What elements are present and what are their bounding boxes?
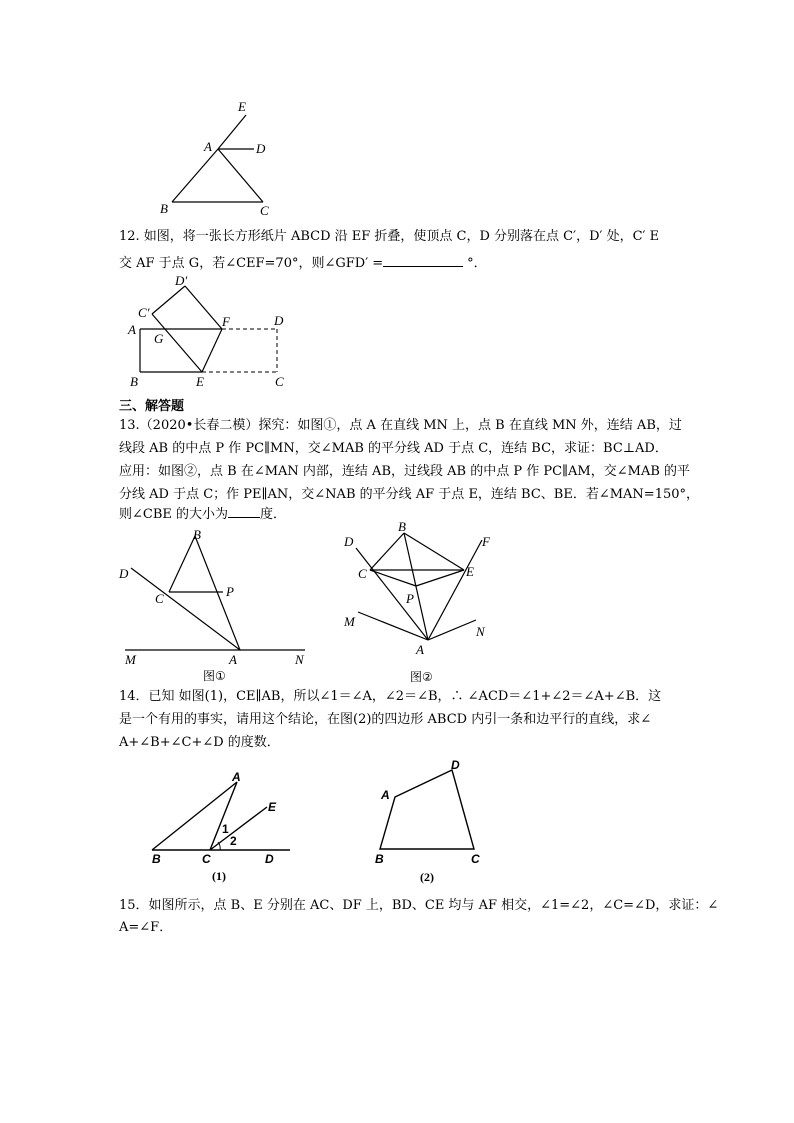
label-Cprime: C′ xyxy=(138,305,150,320)
q14-line2: 是一个有用的事实，请用这个结论，在图(2)的四边形 ABCD 内引一条和边平行的直线，求∠ xyxy=(119,712,652,727)
label-B: B xyxy=(152,852,161,866)
q13-line1: 13.（2020•长春二模）探究：如图①，点 A 在直线 MN 上，点 B 在直线 MN 外，连结 AB，过 xyxy=(119,418,682,433)
section-heading: 三、解答题 xyxy=(119,399,185,414)
line-BC xyxy=(370,533,404,570)
caption-fig1: 图① xyxy=(203,669,226,683)
q15-line1: 15．如图所示，点 B、E 分别在 AC、DF 上，BD、CE 均与 AF 相交，∠1=∠2，∠C=∠D，求证：∠ xyxy=(119,898,719,913)
label-P: P xyxy=(406,591,414,606)
label-A: A xyxy=(204,139,212,154)
line-CP xyxy=(370,570,416,586)
label-A: A xyxy=(128,322,136,337)
label-D: D xyxy=(119,566,129,581)
line-AE xyxy=(218,115,246,149)
label-M: M xyxy=(344,614,355,629)
figure-q13-1 xyxy=(115,522,325,687)
line-BC xyxy=(169,536,195,592)
label-B: B xyxy=(130,374,138,389)
label-Dprime: D′ xyxy=(175,273,188,288)
label-B: B xyxy=(193,527,201,542)
label-D: D xyxy=(344,534,354,549)
label-A: A xyxy=(229,652,237,667)
line-PE xyxy=(416,570,464,586)
label-F: F xyxy=(222,314,230,329)
q15-line2: A=∠F． xyxy=(119,920,173,935)
label-B: B xyxy=(160,201,168,216)
label-P: P xyxy=(226,584,234,599)
quadrilateral-ABCD xyxy=(380,770,474,849)
label-C: C xyxy=(275,374,284,389)
q13-line5-post: 度． xyxy=(260,507,287,522)
answer-blank-q13[interactable] xyxy=(228,503,260,518)
label-D: D xyxy=(256,141,266,156)
label-angle-2: 2 xyxy=(230,834,237,848)
line-AB xyxy=(172,149,218,202)
label-A: A xyxy=(416,642,424,657)
line-AN xyxy=(428,620,476,640)
label-A: A xyxy=(232,770,241,784)
line-CprimeDprime xyxy=(152,286,185,314)
q12-line2-pre: 交 AF 于点 G，若∠CEF=70°，则∠GFD′ = xyxy=(119,256,384,271)
label-E: E xyxy=(268,800,277,814)
label-D: D xyxy=(274,313,284,328)
caption-fig2: 图② xyxy=(410,670,433,684)
fold-EF xyxy=(202,329,222,372)
caption-fig1: (1) xyxy=(212,869,226,883)
label-N: N xyxy=(295,652,304,667)
label-E: E xyxy=(238,99,246,114)
q12-line2-post: °． xyxy=(467,256,487,271)
figure-q12 xyxy=(120,272,300,397)
q13-line2: 线段 AB 的中点 P 作 PC∥MN，交∠MAB 的平分线 AD 于点 C，连结 BC，求证：BC⊥AD． xyxy=(119,441,668,456)
label-angle-1: 1 xyxy=(222,822,229,836)
label-C: C xyxy=(358,566,367,581)
figure-q11 xyxy=(150,95,290,225)
q12-line1: 12. 如图，将一张长方形纸片 ABCD 沿 EF 折叠，使顶点 C，D 分别落在点 C′，D′ 处，C′ E xyxy=(119,229,660,244)
label-B: B xyxy=(375,852,384,866)
line-AF xyxy=(428,540,482,640)
label-C: C xyxy=(260,203,269,218)
q12-line2 xyxy=(119,252,487,274)
q14-line3: A+∠B+∠C+∠D 的度数． xyxy=(119,735,280,750)
label-N: N xyxy=(476,624,485,639)
label-F: F xyxy=(482,534,490,549)
q14-line1: 14．已知 如图(1)，CE∥AB，所以∠1＝∠A，∠2＝∠B，∴ ∠ACD＝∠1+∠2＝∠A+∠B．这 xyxy=(119,689,662,704)
label-E: E xyxy=(196,374,204,389)
label-M: M xyxy=(125,652,136,667)
label-D: D xyxy=(451,758,460,772)
line-AC xyxy=(218,149,263,202)
figure-q13-2 xyxy=(330,518,510,688)
label-C: C xyxy=(202,852,211,866)
label-A: A xyxy=(381,788,390,802)
q13-line3: 应用：如图②，点 B 在∠MAN 内部，连结 AB，过线段 AB 的中点 P 作 PC∥AM，交∠MAB 的平 xyxy=(119,464,691,479)
line-DprimeF xyxy=(185,286,222,329)
caption-fig2: (2) xyxy=(420,870,434,884)
line-BE xyxy=(404,533,464,570)
label-C: C xyxy=(155,591,164,606)
figure-q14-1 xyxy=(140,765,310,890)
label-C: C xyxy=(471,852,480,866)
label-D: D xyxy=(265,852,274,866)
label-E: E xyxy=(466,564,474,579)
q13-line5-pre: 则∠CBE 的大小为 xyxy=(119,507,229,522)
label-B: B xyxy=(398,519,406,534)
answer-blank-q12[interactable] xyxy=(383,252,463,267)
label-G: G xyxy=(154,331,164,346)
q13-line4: 分线 AD 于点 C；作 PE∥AN，交∠NAB 的平分线 AF 于点 E，连结 BC、BE．若∠MAN=150°， xyxy=(119,487,700,502)
figure-q14-2 xyxy=(365,755,505,885)
